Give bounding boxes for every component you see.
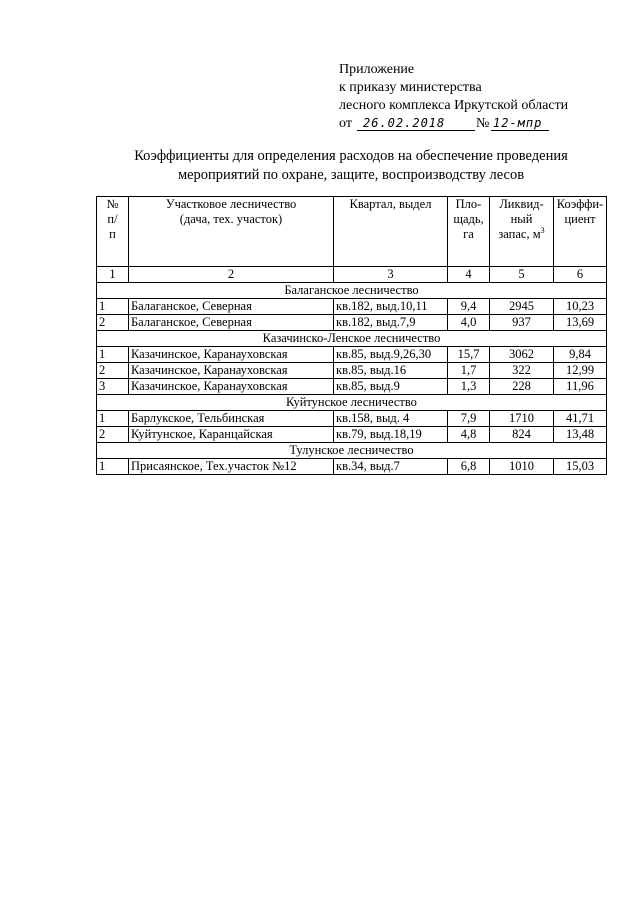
- table-body: [97, 267, 607, 475]
- row-stock: 2945: [490, 299, 554, 315]
- column-number: 1: [97, 267, 129, 283]
- row-num: 1: [97, 411, 129, 427]
- table-row: [97, 363, 607, 379]
- coefficients-table: [96, 196, 607, 475]
- appendix-line-2: к приказу министерства: [339, 80, 482, 95]
- row-kvartal: кв.85, выд.9,26,30: [334, 347, 448, 363]
- row-num: 2: [97, 427, 129, 443]
- row-num: 2: [97, 363, 129, 379]
- row-coef: 11,96: [554, 379, 607, 395]
- appendix-line-3: лесного комплекса Иркутской области: [339, 98, 569, 113]
- document-title: [96, 147, 606, 185]
- section-row: [97, 283, 607, 299]
- row-num: 1: [97, 347, 129, 363]
- number-handwritten: 12-мпр: [493, 116, 543, 130]
- section-name: Тулунское лесничество: [97, 443, 607, 459]
- row-forestry: Балаганское, Северная: [129, 299, 334, 315]
- section-row: [97, 331, 607, 347]
- row-coef: 10,23: [554, 299, 607, 315]
- row-forestry: Барлукское, Тельбинская: [129, 411, 334, 427]
- table-row: [97, 315, 607, 331]
- document-title-line-1: Коэффициенты для определения расходов на обеспечение проведения: [134, 148, 568, 164]
- header-kvartal: Квартал, выдел: [334, 197, 448, 267]
- column-number-row: [97, 267, 607, 283]
- appendix-date-number-row: [339, 115, 568, 133]
- table-row: [97, 299, 607, 315]
- row-stock: 3062: [490, 347, 554, 363]
- row-area: 6,8: [448, 459, 490, 475]
- header-stock: Ликвид-ный запас, $м^3$: [490, 197, 554, 267]
- row-kvartal: кв.34, выд.7: [334, 459, 448, 475]
- table-row: [97, 379, 607, 395]
- header-num: № п/п: [97, 197, 129, 267]
- row-area: 7,9: [448, 411, 490, 427]
- row-kvartal: кв.158, выд. 4: [334, 411, 448, 427]
- row-forestry: Казачинское, Каранауховская: [129, 363, 334, 379]
- section-name: Казачинско-Ленское лесничество: [97, 331, 607, 347]
- row-forestry: Казачинское, Каранауховская: [129, 347, 334, 363]
- row-stock: 1010: [490, 459, 554, 475]
- row-num: 3: [97, 379, 129, 395]
- table-row: [97, 459, 607, 475]
- row-coef: 9,84: [554, 347, 607, 363]
- column-number: 3: [334, 267, 448, 283]
- row-area: 9,4: [448, 299, 490, 315]
- row-stock: 1710: [490, 411, 554, 427]
- number-prefix: №: [476, 116, 490, 131]
- appendix-line-1: Приложение: [339, 62, 415, 77]
- row-coef: 12,99: [554, 363, 607, 379]
- row-kvartal: кв.85, выд.16: [334, 363, 448, 379]
- row-kvartal: кв.182, выд.10,11: [334, 299, 448, 315]
- column-number: 4: [448, 267, 490, 283]
- row-area: 15,7: [448, 347, 490, 363]
- table-row: [97, 427, 607, 443]
- row-area: 1,7: [448, 363, 490, 379]
- row-num: 1: [97, 459, 129, 475]
- row-area: 4,0: [448, 315, 490, 331]
- appendix-block: [339, 61, 568, 133]
- row-coef: 15,03: [554, 459, 607, 475]
- section-row: [97, 395, 607, 411]
- row-coef: 13,69: [554, 315, 607, 331]
- row-stock: 937: [490, 315, 554, 331]
- table-row: [97, 411, 607, 427]
- row-forestry: Казачинское, Каранауховская: [129, 379, 334, 395]
- column-number: 5: [490, 267, 554, 283]
- row-kvartal: кв.85, выд.9: [334, 379, 448, 395]
- row-area: 4,8: [448, 427, 490, 443]
- section-row: [97, 443, 607, 459]
- column-number: 6: [554, 267, 607, 283]
- date-prefix: от: [339, 116, 352, 131]
- row-forestry: Куйтунское, Каранцайская: [129, 427, 334, 443]
- document-title-line-2: мероприятий по охране, защите, воспроизводству лесов: [177, 167, 525, 183]
- header-coef: Коэффи-циент: [554, 197, 607, 267]
- row-stock: 322: [490, 363, 554, 379]
- row-forestry: Присаянское, Тех.участок №12: [129, 459, 334, 475]
- row-stock: 824: [490, 427, 554, 443]
- row-stock: 228: [490, 379, 554, 395]
- row-coef: 41,71: [554, 411, 607, 427]
- row-num: 1: [97, 299, 129, 315]
- header-forestry: Участковое лесничество (дача, тех. участок): [129, 197, 334, 267]
- column-number: 2: [129, 267, 334, 283]
- table-row: [97, 347, 607, 363]
- row-forestry: Балаганское, Северная: [129, 315, 334, 331]
- row-kvartal: кв.79, выд.18,19: [334, 427, 448, 443]
- row-num: 2: [97, 315, 129, 331]
- row-kvartal: кв.182, выд.7,9: [334, 315, 448, 331]
- row-area: 1,3: [448, 379, 490, 395]
- section-name: Балаганское лесничество: [97, 283, 607, 299]
- date-handwritten: 26.02.2018: [363, 116, 446, 130]
- section-name: Куйтунское лесничество: [97, 395, 607, 411]
- row-coef: 13,48: [554, 427, 607, 443]
- header-area: Пло-щадь, га: [448, 197, 490, 267]
